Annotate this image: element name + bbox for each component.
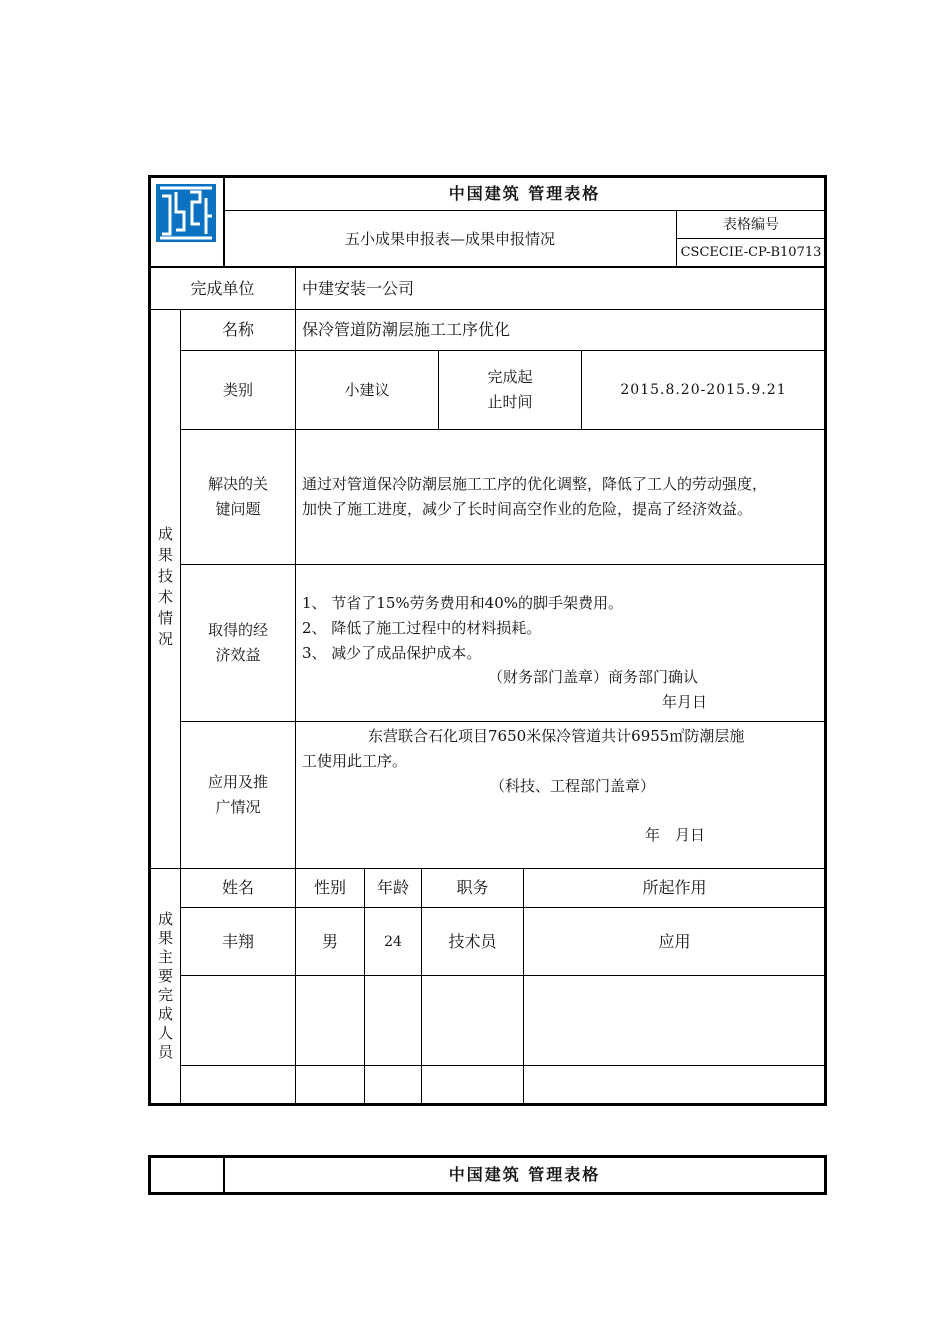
application-line-1: 东营联合石化项目7650米保冷管道共计6955㎡防潮层施 bbox=[368, 727, 745, 745]
members-row2-line bbox=[180, 1065, 825, 1066]
benefit-stamp: （财务部门盖章）商务部门确认 bbox=[488, 668, 699, 686]
key-issue-label-line-1: 解决的关 bbox=[207, 475, 268, 493]
form-no-label: 表格编号 bbox=[723, 216, 779, 233]
benefit-item-3: 3、 减少了成品保护成本。 bbox=[302, 644, 482, 662]
benefit-item-2: 2、 降低了施工过程中的材料损耗。 bbox=[302, 619, 542, 637]
time-label bbox=[439, 351, 581, 429]
member-1-role: 应用 bbox=[658, 931, 691, 951]
member-1-gender: 男 bbox=[321, 931, 338, 951]
category-value: 小建议 bbox=[344, 381, 390, 399]
members-header-name: 姓名 bbox=[221, 878, 254, 897]
benefit-label bbox=[181, 565, 295, 721]
application-label-line-2: 广情况 bbox=[215, 798, 261, 816]
member-1-title: 技术员 bbox=[448, 931, 497, 951]
application-label bbox=[181, 722, 295, 868]
header-title: 中国建筑 管理表格 bbox=[448, 184, 601, 203]
members-row1-line bbox=[180, 975, 825, 976]
unit-label: 完成单位 bbox=[190, 278, 255, 298]
member-1-age: 24 bbox=[384, 933, 402, 950]
members-section-label: 成果主要完成人员 bbox=[156, 910, 174, 1063]
time-value: 2015.8.20-2015.9.21 bbox=[620, 382, 787, 398]
benefit-item-1: 1、 节省了15%劳务费用和40%的脚手架费用。 bbox=[302, 594, 623, 612]
application-line-2: 工使用此工序。 bbox=[302, 752, 408, 770]
name-value: 保冷管道防潮层施工工序优化 bbox=[302, 320, 511, 339]
application-label-line-1: 应用及推 bbox=[207, 773, 268, 791]
company-logo bbox=[156, 184, 216, 242]
members-header-age: 年龄 bbox=[376, 878, 409, 897]
form-name: 五小成果申报表—成果申报情况 bbox=[344, 229, 555, 248]
unit-value: 中建安装一公司 bbox=[302, 278, 415, 298]
next-header-title: 中国建筑 管理表格 bbox=[448, 1165, 601, 1184]
category-label: 类别 bbox=[222, 381, 253, 399]
form-no: CSCECIE-CP-B10713 bbox=[680, 244, 822, 260]
key-issue-line-1: 通过对管道保冷防潮层施工工序的优化调整，降低了工人的劳动强度， bbox=[302, 475, 768, 493]
benefit-label-line-2: 济效益 bbox=[215, 646, 261, 664]
benefit-label-line-1: 取得的经 bbox=[207, 621, 268, 639]
time-label-line-2: 止时间 bbox=[487, 393, 533, 411]
unit-divider bbox=[295, 267, 296, 309]
benefit-date: 年月日 bbox=[662, 693, 708, 711]
members-header-title: 职务 bbox=[456, 878, 489, 897]
time-label-line-1: 完成起 bbox=[487, 368, 533, 386]
key-issue-text bbox=[302, 430, 822, 564]
member-1-name: 丰翔 bbox=[221, 931, 254, 951]
members-header-gender: 性别 bbox=[313, 878, 346, 897]
name-label: 名称 bbox=[221, 320, 254, 339]
cscec-logo-icon bbox=[156, 184, 216, 242]
key-issue-label-line-2: 键问题 bbox=[215, 500, 261, 518]
key-issue-label bbox=[181, 430, 295, 564]
members-header-role: 所起作用 bbox=[642, 878, 707, 897]
application-date: 年 月日 bbox=[645, 826, 706, 844]
key-issue-line-2: 加快了施工进度，减少了长时间高空作业的危险，提高了经济效益。 bbox=[302, 500, 753, 518]
application-stamp: （科技、工程部门盖章） bbox=[490, 777, 656, 795]
tech-section-label: 成果技术情况 bbox=[156, 526, 174, 652]
